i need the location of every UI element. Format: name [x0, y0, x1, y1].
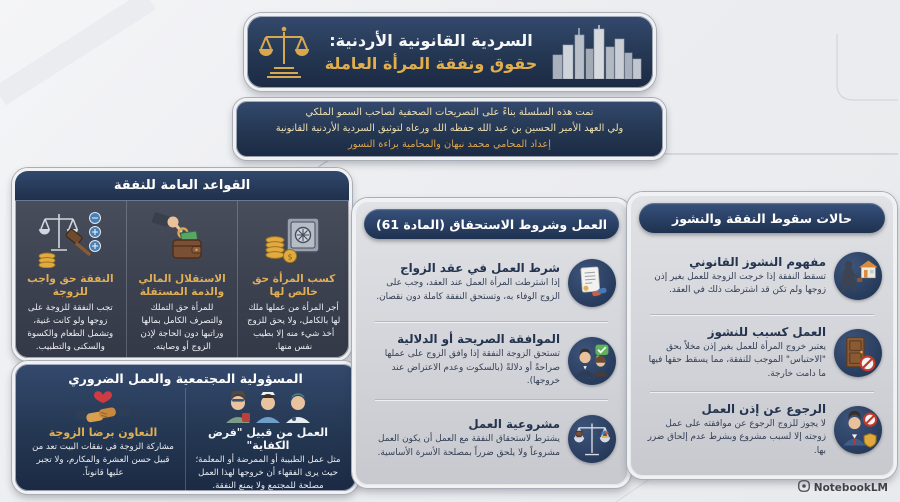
list-item — [630, 392, 894, 468]
panel-work-conditions — [352, 198, 631, 488]
work-legitimacy-scales-icon — [568, 415, 616, 463]
list-item — [630, 315, 894, 391]
item-body: مثل عمل الطبيبة أو الممرضة أو المعلمة؛ حيث يرى الفقهاء أن خروجها لهذا العمل مصلحة للمجتمع ولا يمنع النفقة. — [195, 455, 341, 491]
consent-check-icon — [568, 337, 616, 385]
item-title: الاستقلال المالي والذمة المستقلة — [138, 273, 226, 299]
list-item — [355, 400, 628, 477]
forfeiture-list — [630, 236, 894, 476]
list-item — [15, 201, 127, 358]
panel-general-rules-title: القواعد العامة للنفقة — [15, 171, 349, 201]
social-columns — [15, 386, 356, 494]
contract-handshake-icon — [568, 259, 616, 307]
list-item — [21, 388, 186, 494]
general-rules-columns — [15, 201, 349, 358]
page-title: السردية القانونية الأردنية: — [329, 30, 533, 50]
scales-of-justice-icon — [257, 24, 311, 80]
item-body: يعتبر خروج المرأة للعمل بغير إذن مخلاً بحق "الاحتباس" الموجب للنفقة، مما يسقط حقها فيها ما دامت خارجة. — [648, 341, 826, 379]
list-item — [238, 201, 349, 358]
item-body: يشترط لاستحقاق النفقة مع العمل أن يكون العمل مشروعاً ولا يلحق ضرراً بمصلحة الأسرة الأساسية. — [377, 434, 560, 458]
panel-social-responsibility — [12, 361, 359, 494]
item-body: أجر المرأة من عملها ملك لها بالكامل، ولا يحق للزوج أخذ شيء منه إلا بطيب نفس منها. — [247, 303, 341, 353]
list-item — [355, 322, 628, 399]
item-title: كسب المرأة حق خالص لها — [252, 273, 336, 299]
item-body: للمرأة حق التملك والتصرف الكامل بمالها وراتبها دون الحاجة لإذن الزوج أو وصايته. — [140, 303, 224, 353]
notebooklm-logo-icon — [798, 480, 810, 495]
handshake-heart-icon — [75, 390, 131, 424]
panel-general-rules — [12, 168, 352, 361]
intro-line-1: تمت هذه السلسلة بناءً على التصريحات الصحفية لصاحب السمو الملكي — [305, 107, 594, 119]
item-title: العمل كسبب للنشوز — [707, 324, 826, 339]
panel-social-title: المسؤولية المجتمعية والعمل الضروري — [68, 371, 303, 386]
item-title: شرط العمل في عقد الزواج — [400, 261, 560, 276]
intro-line-credits: إعداد المحامي محمد نبهان والمحامية براءة النسور — [348, 138, 551, 150]
man-shield-prohibited-icon — [834, 406, 882, 454]
woman-leaving-house-icon — [834, 252, 882, 300]
intro-box — [233, 98, 666, 160]
item-body: إذا اشترطت المرأة العمل عند العقد، وجب على الزوج الوفاء به، وتستحق النفقة كاملة دون نقصان. — [376, 278, 560, 302]
page-subtitle: حقوق ونفقة المرأة العاملة — [324, 54, 538, 73]
item-title: الرجوع عن إذن العمل — [701, 401, 826, 416]
item-body: تستحق الزوجة النفقة إذا وافق الزوج على عملها صراحةً أو دلالةً (بالسكوت وعدم الاعتراض عند خروجها). — [384, 349, 560, 387]
item-title: النفقة حق واجب للزوجة — [27, 273, 114, 299]
intro-line-2: ولي العهد الأمير الحسين بن عبد الله حفظه الله ورعاه لتوثيق السردية الأردنية القانونية — [275, 123, 624, 135]
item-body: مشاركة الزوجة في نفقات البيت تعد من قبيل حسن العشرة والمكارم، ولا تجبر عليها قانوناً. — [32, 442, 174, 478]
item-title: الموافقة الصريحة أو الدلالية — [397, 332, 560, 347]
item-body: تجب النفقة للزوجة على زوجها ولو كانت غنية، وتشمل الطعام والكسوة والسكنى والتطبيب. — [27, 303, 114, 353]
item-title: مفهوم النشوز القانوني — [689, 254, 826, 269]
list-item — [127, 201, 239, 358]
list-item — [355, 244, 628, 321]
item-title: مشروعية العمل — [468, 417, 560, 432]
svg-text:$: $ — [287, 252, 293, 262]
title-banner — [244, 13, 656, 91]
vault-coins-icon — [263, 207, 325, 271]
item-body: لا يجوز للزوج الرجوع عن موافقته على عمل زوجته إلا لسبب مشروع وبشرط عدم إلحاق ضرر بها. — [647, 418, 826, 456]
door-prohibited-icon — [834, 329, 882, 377]
list-item — [186, 388, 350, 494]
city-skyline-icon — [551, 25, 643, 79]
notebooklm-watermark — [798, 480, 888, 495]
item-title: العمل من قبيل "فرض الكفاية" — [207, 426, 329, 452]
item-title: التعاون برضا الزوجة — [48, 426, 158, 439]
item-body: تسقط النفقة إذا خرجت الزوجة للعمل بغير إذن زوجها ولم تكن قد اشترطت ذلك في العقد. — [654, 271, 826, 295]
panel-forfeiture-title: حالات سقوط النفقة والنشوز — [639, 203, 885, 233]
hand-key-wallet-icon — [151, 207, 213, 271]
notebooklm-label: NotebookLM — [813, 481, 888, 494]
banner-text — [317, 29, 545, 75]
work-conditions-list — [355, 242, 628, 485]
professional-women-icon — [222, 390, 314, 424]
scales-gavel-coins-icon — [37, 207, 103, 271]
list-item — [630, 238, 894, 314]
panel-forfeiture-cases — [627, 192, 897, 479]
panel-work-conditions-title: العمل وشروط الاستحقاق (المادة 61) — [364, 209, 619, 239]
